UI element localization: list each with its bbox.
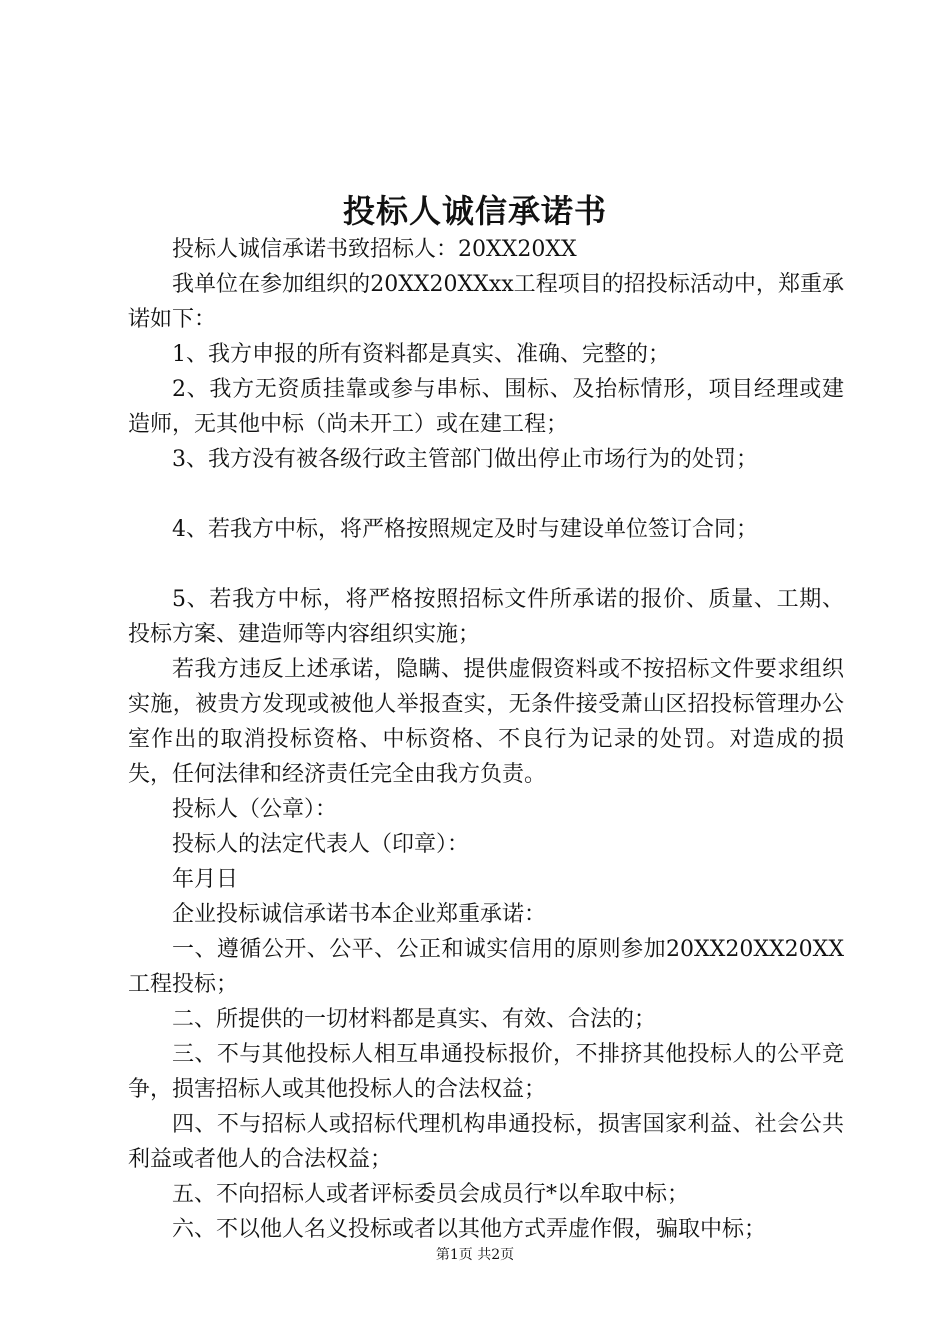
pledge-item-5: 5、若我方中标，将严格按照招标文件所承诺的报价、质量、工期、投标方案、建造师等内容组织实施；	[128, 587, 844, 647]
pledge-item-1: 1、我方申报的所有资料都是真实、准确、完整的；	[172, 342, 670, 367]
commitment-item-5: 五、不向招标人或者评标委员会成员行*以牟取中标；	[172, 1182, 690, 1207]
commitment-item-1: 一、遵循公开、公平、公正和诚实信用的原则参加20XX20XX20XX工程投标；	[128, 937, 844, 997]
signature-seal-line: 投标人（公章）：	[172, 797, 338, 822]
salutation: 投标人诚信承诺书致招标人：20XX20XX	[172, 237, 577, 262]
liability-paragraph: 若我方违反上述承诺，隐瞒、提供虚假资料或不按招标文件要求组织实施，被贵方发现或被他人举报查实，无条件接受萧山区招投标管理办公室作出的取消投标资格、中标资格、不良行为记录的处罚。对造成的损失，任何法律和经济责任完全由我方负责。	[128, 657, 844, 787]
legal-representative-line: 投标人的法定代表人（印章）：	[172, 832, 470, 857]
page-footer: 第1页 共2页	[435, 1247, 515, 1263]
pledge-item-2: 2、我方无资质挂靠或参与串标、围标、及抬标情形，项目经理或建造师，无其他中标（尚未开工）或在建工程；	[128, 377, 844, 437]
blank-line	[128, 547, 844, 582]
commitment-item-3: 三、不与其他投标人相互串通投标报价，不排挤其他投标人的公平竞争，损害招标人或其他投标人的合法权益；	[128, 1042, 844, 1102]
commitment-item-2: 二、所提供的一切材料都是真实、有效、合法的；	[172, 1007, 657, 1032]
pledge-item-4: 4、若我方中标，将严格按照规定及时与建设单位签订合同；	[172, 517, 758, 542]
document-title: 投标人诚信承诺书	[342, 192, 607, 230]
intro-paragraph: 我单位在参加组织的20XX20XXxx工程项目的招投标活动中，郑重承诺如下：	[128, 272, 844, 332]
second-pledge-heading: 企业投标诚信承诺书本企业郑重承诺：	[172, 902, 547, 927]
blank-line	[128, 477, 844, 512]
commitment-item-4: 四、不与招标人或招标代理机构串通投标，损害国家利益、社会公共利益或者他人的合法权益；	[128, 1112, 844, 1172]
date-line: 年月日	[172, 867, 239, 892]
commitment-item-6: 六、不以他人名义投标或者以其他方式弄虚作假，骗取中标；	[172, 1217, 767, 1242]
document-body	[128, 232, 844, 1247]
pledge-item-3: 3、我方没有被各级行政主管部门做出停止市场行为的处罚；	[172, 447, 758, 472]
